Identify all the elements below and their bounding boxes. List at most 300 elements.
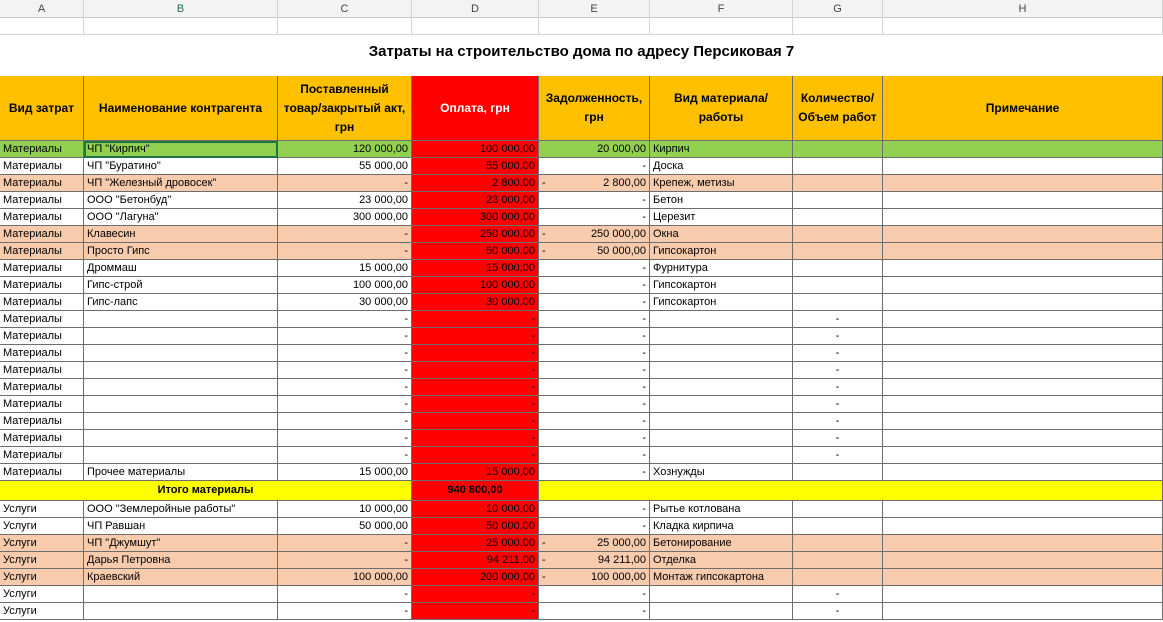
cell-a[interactable]: Материалы	[0, 328, 84, 345]
table-row	[0, 311, 1163, 328]
table-row	[0, 345, 1163, 362]
cell-d[interactable]: -	[412, 396, 539, 413]
cell-f[interactable]	[650, 586, 793, 603]
cell-d[interactable]: 30 000,00	[412, 294, 539, 311]
table-row	[0, 175, 1163, 192]
total-value[interactable]: 940 800,00	[412, 481, 539, 501]
cell-f[interactable]	[650, 413, 793, 430]
cell-h[interactable]	[883, 243, 1163, 260]
cell-f[interactable]	[650, 603, 793, 620]
cell-g[interactable]: -	[793, 603, 883, 620]
cell-b[interactable]: ЧП "Кирпич"	[84, 141, 278, 158]
cell-f[interactable]	[650, 430, 793, 447]
cell-e[interactable]	[539, 260, 650, 277]
cell-g[interactable]: -	[793, 396, 883, 413]
cell-a[interactable]: Материалы	[0, 311, 84, 328]
cell-f[interactable]: Фурнитура	[650, 260, 793, 277]
cell-g[interactable]	[793, 569, 883, 586]
header-counterparty[interactable]: Наименование контрагента	[84, 76, 278, 141]
cell-c[interactable]: -	[278, 379, 412, 396]
cell-g[interactable]: -	[793, 586, 883, 603]
header-material-type[interactable]: Вид материала/работы	[650, 76, 793, 141]
cell-a[interactable]: Услуги	[0, 535, 84, 552]
total-empty[interactable]	[539, 481, 1163, 501]
cell-d[interactable]: -	[412, 379, 539, 396]
cell-b[interactable]	[84, 345, 278, 362]
table-row	[0, 396, 1163, 413]
cell-d[interactable]: -	[412, 586, 539, 603]
debt-value: 250 000,00	[590, 228, 646, 240]
cell-e[interactable]	[539, 192, 650, 209]
table-row	[0, 209, 1163, 226]
cell-f[interactable]: Бетон	[650, 192, 793, 209]
debt-value: -	[642, 262, 646, 274]
debt-sign: -	[542, 554, 546, 566]
cell-a[interactable]: Услуги	[0, 586, 84, 603]
cell-h[interactable]	[883, 430, 1163, 447]
cell[interactable]	[539, 18, 650, 35]
cell-b[interactable]: ООО "Лагуна"	[84, 209, 278, 226]
cell-a[interactable]: Материалы	[0, 430, 84, 447]
cell-a[interactable]: Материалы	[0, 192, 84, 209]
cell-a[interactable]: Услуги	[0, 552, 84, 569]
cell-a[interactable]: Материалы	[0, 345, 84, 362]
cell-a[interactable]: Услуги	[0, 569, 84, 586]
cell-h[interactable]	[883, 518, 1163, 535]
debt-sign: -	[542, 537, 546, 549]
table-row	[0, 141, 1163, 158]
table-row	[0, 243, 1163, 260]
debt-sign: -	[542, 245, 546, 257]
cell-g[interactable]: -	[793, 345, 883, 362]
cell-e[interactable]	[539, 379, 650, 396]
header-delivered[interactable]: Поставленный товар/закрытый акт, грн	[278, 76, 412, 141]
cell-h[interactable]	[883, 311, 1163, 328]
table-row	[0, 603, 1163, 620]
cell-b[interactable]: ЧП "Буратино"	[84, 158, 278, 175]
debt-value: -	[642, 381, 646, 393]
debt-value: -	[642, 279, 646, 291]
cell-f[interactable]: Отделка	[650, 552, 793, 569]
cell-d[interactable]: -	[412, 603, 539, 620]
cell-f[interactable]	[650, 396, 793, 413]
cell-c[interactable]: -	[278, 345, 412, 362]
cell-c[interactable]: -	[278, 362, 412, 379]
cell-e[interactable]	[539, 464, 650, 481]
cell-g[interactable]	[793, 175, 883, 192]
cell-b[interactable]: Дроммаш	[84, 260, 278, 277]
column-header-e[interactable]: E	[539, 0, 650, 18]
cell-c[interactable]: -	[278, 226, 412, 243]
cell-d[interactable]: 250 000,00	[412, 226, 539, 243]
cell-h[interactable]	[883, 413, 1163, 430]
cell-f[interactable]	[650, 362, 793, 379]
cell-g[interactable]: -	[793, 311, 883, 328]
column-header-h[interactable]: H	[883, 0, 1163, 18]
cell-d[interactable]: 2 800,00	[412, 175, 539, 192]
column-header-g[interactable]: G	[793, 0, 883, 18]
debt-value: -	[642, 449, 646, 461]
debt-value: 20 000,00	[597, 143, 646, 155]
cell-a[interactable]: Материалы	[0, 141, 84, 158]
cell-c[interactable]: -	[278, 603, 412, 620]
cell-a[interactable]: Материалы	[0, 464, 84, 481]
debt-value: -	[642, 364, 646, 376]
column-header-c[interactable]: C	[278, 0, 412, 18]
cell-a[interactable]: Услуги	[0, 501, 84, 518]
cell-h[interactable]	[883, 586, 1163, 603]
table-row	[0, 277, 1163, 294]
cell-e[interactable]	[539, 311, 650, 328]
cell-h[interactable]	[883, 501, 1163, 518]
cell-c[interactable]: -	[278, 243, 412, 260]
cell-a[interactable]: Материалы	[0, 175, 84, 192]
cell-g[interactable]: -	[793, 379, 883, 396]
cell-b[interactable]	[84, 447, 278, 464]
cell-h[interactable]	[883, 328, 1163, 345]
cell-e[interactable]	[539, 447, 650, 464]
debt-value: -	[642, 503, 646, 515]
cell-f[interactable]: Доска	[650, 158, 793, 175]
cell-e[interactable]	[539, 552, 650, 569]
cell-c[interactable]: 100 000,00	[278, 277, 412, 294]
cell-b[interactable]	[84, 603, 278, 620]
column-header-d[interactable]: D	[412, 0, 539, 18]
cell-e[interactable]	[539, 430, 650, 447]
empty-row	[0, 18, 1163, 35]
debt-value: -	[642, 211, 646, 223]
cell-g[interactable]	[793, 226, 883, 243]
cell-h[interactable]	[883, 569, 1163, 586]
table-row	[0, 586, 1163, 603]
cell-c[interactable]: 23 000,00	[278, 192, 412, 209]
cell-a[interactable]: Материалы	[0, 413, 84, 430]
cell-c[interactable]: -	[278, 311, 412, 328]
cell-a[interactable]: Материалы	[0, 260, 84, 277]
cell-c[interactable]: -	[278, 552, 412, 569]
cell-d[interactable]: 25 000,00	[412, 535, 539, 552]
cell-d[interactable]: 100 000,00	[412, 277, 539, 294]
cell-c[interactable]: -	[278, 586, 412, 603]
cell-a[interactable]: Материалы	[0, 362, 84, 379]
cell[interactable]	[0, 18, 84, 35]
cell-d[interactable]: -	[412, 413, 539, 430]
cell-b[interactable]	[84, 379, 278, 396]
cell-b[interactable]: ЧП "Железный дровосек"	[84, 175, 278, 192]
cell-f[interactable]: Кирпич	[650, 141, 793, 158]
debt-sign: -	[542, 177, 546, 189]
cell-e[interactable]	[539, 243, 650, 260]
cell[interactable]	[883, 18, 1163, 35]
cell-d[interactable]: 50 000,00	[412, 518, 539, 535]
cell-d[interactable]: 55 000,00	[412, 158, 539, 175]
cell-c[interactable]: -	[278, 413, 412, 430]
cell-g[interactable]: -	[793, 413, 883, 430]
cell-b[interactable]: Краевский	[84, 569, 278, 586]
debt-value: -	[642, 466, 646, 478]
cell-h[interactable]	[883, 345, 1163, 362]
cell-e[interactable]	[539, 277, 650, 294]
header-quantity[interactable]: Количество/ Объем работ	[793, 76, 883, 141]
cell-b[interactable]: ЧП Равшан	[84, 518, 278, 535]
cell-e[interactable]	[539, 294, 650, 311]
header-expense-type[interactable]: Вид затрат	[0, 76, 84, 141]
cell-c[interactable]: -	[278, 396, 412, 413]
table-row	[0, 464, 1163, 481]
debt-value: 50 000,00	[597, 245, 646, 257]
cell-f[interactable]	[650, 345, 793, 362]
cell-d[interactable]: 100 000,00	[412, 141, 539, 158]
cell-d[interactable]: -	[412, 430, 539, 447]
cell-g[interactable]	[793, 552, 883, 569]
column-header-b[interactable]: B	[84, 0, 278, 18]
cell-b[interactable]: Гипс-лапс	[84, 294, 278, 311]
cell-e[interactable]	[539, 209, 650, 226]
cell-d[interactable]: 23 000,00	[412, 192, 539, 209]
header-note[interactable]: Примечание	[883, 76, 1163, 141]
cell-g[interactable]	[793, 501, 883, 518]
cell-f[interactable]: Церезит	[650, 209, 793, 226]
cell-d[interactable]: 10 000,00	[412, 501, 539, 518]
debt-sign: -	[542, 571, 546, 583]
cell-a[interactable]: Услуги	[0, 603, 84, 620]
cell-h[interactable]	[883, 294, 1163, 311]
cell-c[interactable]: 15 000,00	[278, 464, 412, 481]
cell-a[interactable]: Услуги	[0, 518, 84, 535]
cell-d[interactable]: 50 000,00	[412, 243, 539, 260]
table-row	[0, 158, 1163, 175]
cell-f[interactable]	[650, 379, 793, 396]
table-row	[0, 379, 1163, 396]
cell-c[interactable]: -	[278, 430, 412, 447]
cell[interactable]	[793, 18, 883, 35]
cell-f[interactable]: Окна	[650, 226, 793, 243]
cell-d[interactable]: 15 000,00	[412, 464, 539, 481]
debt-value: -	[642, 398, 646, 410]
cell-g[interactable]	[793, 277, 883, 294]
cell-a[interactable]: Материалы	[0, 447, 84, 464]
cell-d[interactable]: -	[412, 328, 539, 345]
cell-c[interactable]: 10 000,00	[278, 501, 412, 518]
cell-f[interactable]: Гипсокартон	[650, 294, 793, 311]
cell-c[interactable]: -	[278, 175, 412, 192]
sheet-title[interactable]: Затраты на строительство дома по адресу Персиковая 7	[368, 43, 795, 60]
table-header-row	[0, 76, 1163, 141]
cell-e[interactable]	[539, 362, 650, 379]
cell-f[interactable]: Гипсокартон	[650, 277, 793, 294]
cell-g[interactable]: -	[793, 447, 883, 464]
cell-h[interactable]	[883, 209, 1163, 226]
cell-b[interactable]: Гипс-строй	[84, 277, 278, 294]
cell-h[interactable]	[883, 192, 1163, 209]
table-row	[0, 501, 1163, 518]
cell-f[interactable]	[650, 447, 793, 464]
cell-b[interactable]	[84, 413, 278, 430]
column-header-f[interactable]: F	[650, 0, 793, 18]
cell-b[interactable]: Клавесин	[84, 226, 278, 243]
total-row	[0, 481, 1163, 501]
debt-value: -	[642, 520, 646, 532]
cell-a[interactable]: Материалы	[0, 294, 84, 311]
cell-e[interactable]	[539, 175, 650, 192]
cell-h[interactable]	[883, 277, 1163, 294]
cell-b[interactable]	[84, 362, 278, 379]
debt-value: -	[642, 160, 646, 172]
cell-e[interactable]	[539, 328, 650, 345]
cell-g[interactable]	[793, 141, 883, 158]
cell-g[interactable]: -	[793, 328, 883, 345]
table-row	[0, 535, 1163, 552]
cell-f[interactable]: Монтаж гипсокартона	[650, 569, 793, 586]
cell-h[interactable]	[883, 396, 1163, 413]
cell-f[interactable]: Кладка кирпича	[650, 518, 793, 535]
cell-h[interactable]	[883, 175, 1163, 192]
cell-d[interactable]: 15 000,00	[412, 260, 539, 277]
cell-e[interactable]	[539, 141, 650, 158]
cell-h[interactable]	[883, 226, 1163, 243]
cell-d[interactable]: -	[412, 345, 539, 362]
cell-h[interactable]	[883, 260, 1163, 277]
cell-a[interactable]: Материалы	[0, 209, 84, 226]
cell-b[interactable]: ЧП "Джумшут"	[84, 535, 278, 552]
cell-g[interactable]: -	[793, 362, 883, 379]
cell-b[interactable]	[84, 430, 278, 447]
cell-d[interactable]: -	[412, 362, 539, 379]
cell-c[interactable]: 30 000,00	[278, 294, 412, 311]
cell-b[interactable]: Дарья Петровна	[84, 552, 278, 569]
cell-f[interactable]: Хознужды	[650, 464, 793, 481]
cell-a[interactable]: Материалы	[0, 396, 84, 413]
table-row	[0, 328, 1163, 345]
cell-h[interactable]	[883, 464, 1163, 481]
column-header-a[interactable]: A	[0, 0, 84, 18]
table-row	[0, 569, 1163, 586]
cell-b[interactable]	[84, 311, 278, 328]
cell-h[interactable]	[883, 362, 1163, 379]
cell[interactable]	[278, 18, 412, 35]
cell-g[interactable]	[793, 158, 883, 175]
cell-e[interactable]	[539, 396, 650, 413]
cell-b[interactable]: Просто Гипс	[84, 243, 278, 260]
cell-d[interactable]: 94 211,00	[412, 552, 539, 569]
debt-value: -	[642, 194, 646, 206]
cell-e[interactable]	[539, 586, 650, 603]
cell-c[interactable]: 55 000,00	[278, 158, 412, 175]
total-label[interactable]: Итого материалы	[0, 481, 412, 501]
cell-h[interactable]	[883, 447, 1163, 464]
cell-e[interactable]	[539, 345, 650, 362]
table-row	[0, 518, 1163, 535]
cell-g[interactable]	[793, 464, 883, 481]
debt-value: -	[642, 415, 646, 427]
cell-g[interactable]	[793, 294, 883, 311]
cell-f[interactable]	[650, 328, 793, 345]
cell-c[interactable]: 50 000,00	[278, 518, 412, 535]
cell-a[interactable]: Материалы	[0, 277, 84, 294]
cell-g[interactable]	[793, 535, 883, 552]
debt-value: -	[642, 347, 646, 359]
debt-sign: -	[542, 228, 546, 240]
cell-b[interactable]: Прочее материалы	[84, 464, 278, 481]
cell[interactable]	[650, 18, 793, 35]
cell-f[interactable]: Бетонирование	[650, 535, 793, 552]
cell-f[interactable]: Крепеж, метизы	[650, 175, 793, 192]
header-payment[interactable]: Оплата, грн	[412, 76, 539, 141]
cell-e[interactable]	[539, 226, 650, 243]
cell-c[interactable]: -	[278, 535, 412, 552]
cell-h[interactable]	[883, 141, 1163, 158]
debt-value: -	[642, 588, 646, 600]
cell-f[interactable]: Гипсокартон	[650, 243, 793, 260]
debt-value: -	[642, 296, 646, 308]
cell-h[interactable]	[883, 379, 1163, 396]
table-row	[0, 294, 1163, 311]
cell-h[interactable]	[883, 603, 1163, 620]
cell-b[interactable]	[84, 396, 278, 413]
cell-b[interactable]: ООО "Бетонбуд"	[84, 192, 278, 209]
cell-c[interactable]: 300 000,00	[278, 209, 412, 226]
cell[interactable]	[84, 18, 278, 35]
cell-e[interactable]	[539, 158, 650, 175]
cell-d[interactable]: 300 000,00	[412, 209, 539, 226]
table-row	[0, 192, 1163, 209]
cell-e[interactable]	[539, 569, 650, 586]
cell-g[interactable]: -	[793, 430, 883, 447]
cell-c[interactable]: -	[278, 328, 412, 345]
cell-c[interactable]: -	[278, 447, 412, 464]
header-debt[interactable]: Задолженность, грн	[539, 76, 650, 141]
cell-d[interactable]: 200 000,00	[412, 569, 539, 586]
table-row	[0, 447, 1163, 464]
table-row	[0, 430, 1163, 447]
cell-a[interactable]: Материалы	[0, 158, 84, 175]
cell-e[interactable]	[539, 501, 650, 518]
cell-g[interactable]	[793, 518, 883, 535]
cell-a[interactable]: Материалы	[0, 379, 84, 396]
cell-g[interactable]	[793, 192, 883, 209]
cell-f[interactable]	[650, 311, 793, 328]
cell-g[interactable]	[793, 209, 883, 226]
cell-e[interactable]	[539, 535, 650, 552]
cell-b[interactable]	[84, 586, 278, 603]
cell-e[interactable]	[539, 603, 650, 620]
debt-value: 2 800,00	[603, 177, 646, 189]
debt-value: -	[642, 313, 646, 325]
title-row	[0, 35, 1163, 71]
cell-g[interactable]	[793, 243, 883, 260]
cell-c[interactable]: 15 000,00	[278, 260, 412, 277]
cell-a[interactable]: Материалы	[0, 226, 84, 243]
cell-h[interactable]	[883, 158, 1163, 175]
debt-value: 100 000,00	[590, 571, 646, 583]
cell-c[interactable]: 120 000,00	[278, 141, 412, 158]
cell-g[interactable]	[793, 260, 883, 277]
cell-b[interactable]: ООО "Землеройные работы"	[84, 501, 278, 518]
cell-e[interactable]	[539, 518, 650, 535]
cell-c[interactable]: 100 000,00	[278, 569, 412, 586]
debt-value: 25 000,00	[597, 537, 646, 549]
cell-h[interactable]	[883, 535, 1163, 552]
cell-a[interactable]: Материалы	[0, 243, 84, 260]
debt-value: -	[642, 605, 646, 617]
cell[interactable]	[412, 18, 539, 35]
cell-d[interactable]: -	[412, 311, 539, 328]
cell-d[interactable]: -	[412, 447, 539, 464]
cell-h[interactable]	[883, 552, 1163, 569]
cell-b[interactable]	[84, 328, 278, 345]
cell-f[interactable]: Рытье котлована	[650, 501, 793, 518]
cell-e[interactable]	[539, 413, 650, 430]
